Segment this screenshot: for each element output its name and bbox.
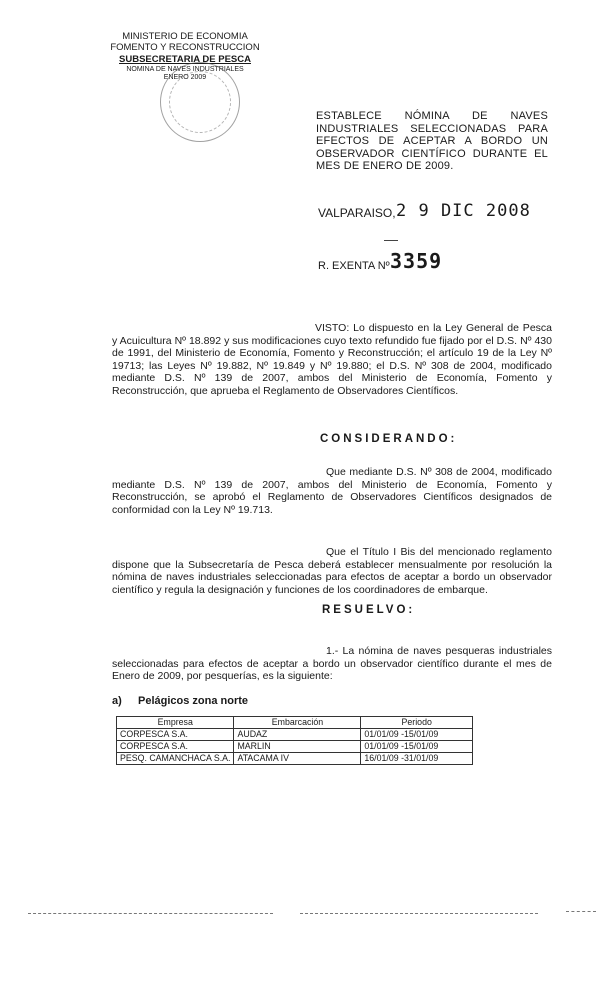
scan-edge	[0, 0, 14, 988]
place-label: VALPARAISO,	[318, 206, 396, 220]
considerando-paragraph-1: Que mediante D.S. Nº 308 de 2004, modificado mediante D.S. Nº 139 de 2007, ambos del Ministerio de Economía, Fomento y Reconstrucción, se aprobó el Reglamento de Observadores Científicos designados de conformidad con la Ley Nº 19.713.	[112, 466, 552, 516]
letterhead-doc-month: ENERO 2009	[163, 74, 207, 81]
section-a-heading	[112, 695, 248, 707]
date-stamp: 2 9 DIC 2008	[396, 201, 531, 221]
document-title: ESTABLECE NÓMINA DE NAVES INDUSTRIALES SELECCIONADAS PARA EFECTOS DE ACEPTAR A BORDO UN OBSERVADOR CIENTÍFICO DURANTE EL MES DE ENERO DE 2009.	[316, 110, 548, 172]
resolution-label: R. EXENTA Nº	[318, 260, 390, 272]
official-seal-stamp	[160, 62, 240, 142]
footer-divider-left	[28, 913, 273, 914]
table-cell-empresa: CORPESCA S.A.	[117, 729, 234, 741]
vessel-table	[116, 716, 473, 765]
table-cell-empresa: PESQ. CAMANCHACA S.A.	[117, 753, 234, 765]
table-row	[117, 741, 473, 753]
table-cell-empresa: CORPESCA S.A.	[117, 741, 234, 753]
footer-divider-right	[566, 911, 596, 912]
visto-paragraph: VISTO: Lo dispuesto en la Ley General de Pesca y Acuicultura Nº 18.892 y sus modificaciones cuyo texto refundido fue fijado por el D.S. Nº 430 de 1991, del Ministerio de Economía, Fomento y Reconstrucción; el artículo 19 de la Ley Nº 19713; las Leyes Nº 19.882, Nº 19.849 y Nº 19.880; el D.S. Nº 308 de 2004, modificado mediante D.S. Nº 139 de 2007, ambos del Ministerio de Economía, Fomento y Reconstrucción, que aprueba el Reglamento de Observadores Científicos.	[112, 322, 552, 397]
letterhead-doc-ref: NOMINA DE NAVES INDUSTRIALES	[126, 66, 244, 73]
table-cell-periodo: 01/01/09 -15/01/09	[361, 741, 473, 753]
letterhead-subsecretaria: SUBSECRETARIA DE PESCA	[119, 54, 251, 65]
letterhead-ministry-sub: FOMENTO Y RECONSTRUCCION	[110, 42, 260, 53]
table-row	[117, 729, 473, 741]
section-a-marker: a)	[112, 695, 122, 707]
considerando-paragraph-2: Que el Título I Bis del mencionado reglamento dispone que la Subsecretaría de Pesca deberá establecer mensualmente por resolución la nómina de naves industriales seleccionadas para efectos de aceptar a bordo un observador científico y regula la designación y funciones de los coordinadores de embarque.	[112, 546, 552, 596]
table-row	[117, 753, 473, 765]
table-header-row	[117, 717, 473, 729]
table-header-periodo: Periodo	[361, 717, 473, 729]
letterhead-ministry: MINISTERIO DE ECONOMIA	[122, 31, 248, 42]
table-cell-embarcacion: ATACAMA IV	[234, 753, 361, 765]
table-cell-embarcacion: MARLIN	[234, 741, 361, 753]
resolution-number-dash	[384, 240, 398, 241]
table-cell-embarcacion: AUDAZ	[234, 729, 361, 741]
table-cell-periodo: 16/01/09 -31/01/09	[361, 753, 473, 765]
section-a-label: Pelágicos zona norte	[138, 695, 249, 707]
considerando-heading: CONSIDERANDO:	[320, 433, 458, 445]
table-header-empresa: Empresa	[117, 717, 234, 729]
table-cell-periodo: 01/01/09 -15/01/09	[361, 729, 473, 741]
table-header-embarcacion: Embarcación	[234, 717, 361, 729]
footer-divider-center	[300, 913, 538, 914]
resuelvo-heading: RESUELVO:	[322, 604, 416, 616]
resuelvo-paragraph-1: 1.- La nómina de naves pesqueras industriales seleccionadas para efectos de aceptar a bordo un observador científico durante el mes de Enero de 2009, por pesquerías, es la siguiente:	[112, 645, 552, 683]
resolution-number: 3359	[390, 249, 443, 273]
